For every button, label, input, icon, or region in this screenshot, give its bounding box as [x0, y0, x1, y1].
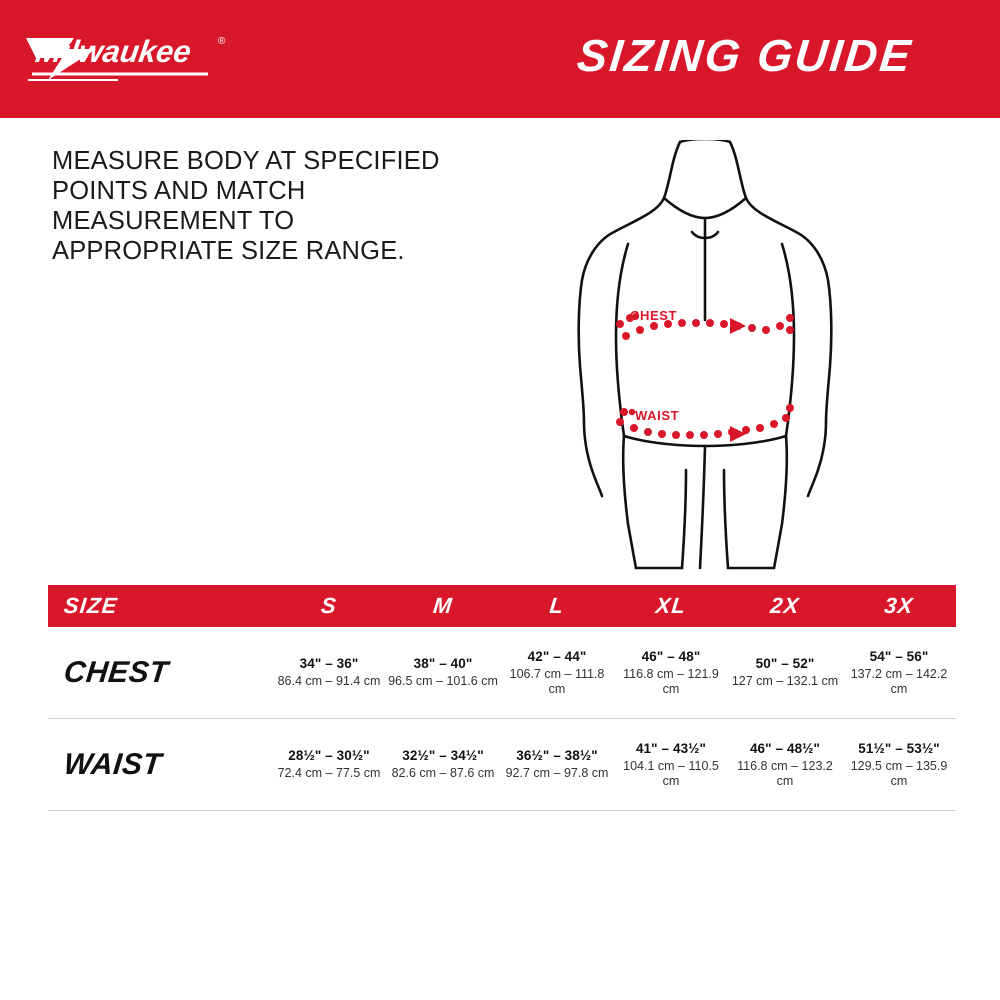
- cell-waist-2x: [728, 735, 842, 795]
- page-header: [0, 0, 1000, 118]
- cell-cm: 96.5 cm – 101.6 cm: [388, 674, 498, 688]
- cell-cm: 127 cm – 132.1 cm: [731, 674, 839, 688]
- cell-inches: 54" – 56": [869, 648, 929, 664]
- cell-chest-3x: [842, 643, 956, 703]
- waist-label: WAIST: [635, 408, 680, 423]
- cell-inches: 41" – 43½": [635, 740, 707, 756]
- cell-inches: 34" – 36": [299, 656, 359, 671]
- cell-cm: 116.8 cm – 121.9 cm: [623, 666, 719, 696]
- column-header-m: M: [431, 593, 455, 618]
- chest-label: CHEST: [630, 308, 678, 323]
- cell-cm: 104.1 cm – 110.5 cm: [623, 758, 719, 788]
- cell-chest-2x: [728, 650, 842, 695]
- milwaukee-logo: [22, 22, 232, 96]
- cell-waist-s: [272, 742, 386, 787]
- cell-cm: 82.6 cm – 87.6 cm: [391, 766, 495, 780]
- cell-inches: 38" – 40": [413, 656, 473, 671]
- cell-waist-xl: [614, 735, 728, 795]
- cell-chest-s: [272, 650, 386, 695]
- cell-inches: 46" – 48": [641, 648, 701, 664]
- column-header-3x: 3X: [883, 593, 916, 618]
- column-header-size: SIZE: [62, 593, 120, 618]
- cell-inches: 42" – 44": [527, 648, 587, 664]
- cell-waist-l: [500, 742, 614, 787]
- cell-inches: 36½" – 38½": [516, 748, 598, 763]
- cell-cm: 92.7 cm – 97.8 cm: [505, 766, 609, 780]
- svg-text:®: ®: [218, 36, 226, 47]
- column-header-2x: 2X: [769, 593, 802, 618]
- page-title: SIZING GUIDE: [574, 30, 916, 81]
- cell-chest-l: [500, 643, 614, 703]
- cell-inches: 32½" – 34½": [402, 748, 484, 763]
- cell-chest-m: [386, 650, 500, 695]
- cell-cm: 106.7 cm – 111.8 cm: [509, 666, 605, 696]
- row-label-chest: CHEST: [62, 655, 170, 689]
- table-row: [48, 719, 956, 811]
- cell-waist-3x: [842, 735, 956, 795]
- table-header-row: [48, 585, 956, 627]
- column-header-xl: XL: [654, 593, 688, 618]
- cell-waist-m: [386, 742, 500, 787]
- cell-chest-xl: [614, 643, 728, 703]
- row-label-waist: WAIST: [62, 747, 164, 781]
- cell-inches: 28½" – 30½": [288, 748, 370, 763]
- cell-cm: 86.4 cm – 91.4 cm: [277, 674, 381, 688]
- column-header-s: S: [319, 593, 339, 618]
- cell-inches: 46" – 48½": [749, 740, 821, 756]
- cell-cm: 72.4 cm – 77.5 cm: [277, 766, 381, 780]
- cell-cm: 137.2 cm – 142.2 cm: [850, 666, 948, 696]
- svg-text:Milwaukee: Milwaukee: [33, 34, 194, 69]
- instructions-text: MEASURE BODY AT SPECIFIED POINTS AND MATCH MEASUREMENT TO APPROPRIATE SIZE RANGE.: [52, 147, 440, 265]
- cell-inches: 50" – 52": [755, 656, 815, 671]
- column-header-l: L: [548, 593, 566, 618]
- cell-inches: 51½" – 53½": [858, 740, 940, 756]
- size-table: [48, 585, 956, 811]
- cell-cm: 129.5 cm – 135.9 cm: [850, 758, 948, 788]
- body-diagram: [540, 140, 870, 570]
- cell-cm: 116.8 cm – 123.2 cm: [737, 758, 833, 788]
- table-row: [48, 627, 956, 719]
